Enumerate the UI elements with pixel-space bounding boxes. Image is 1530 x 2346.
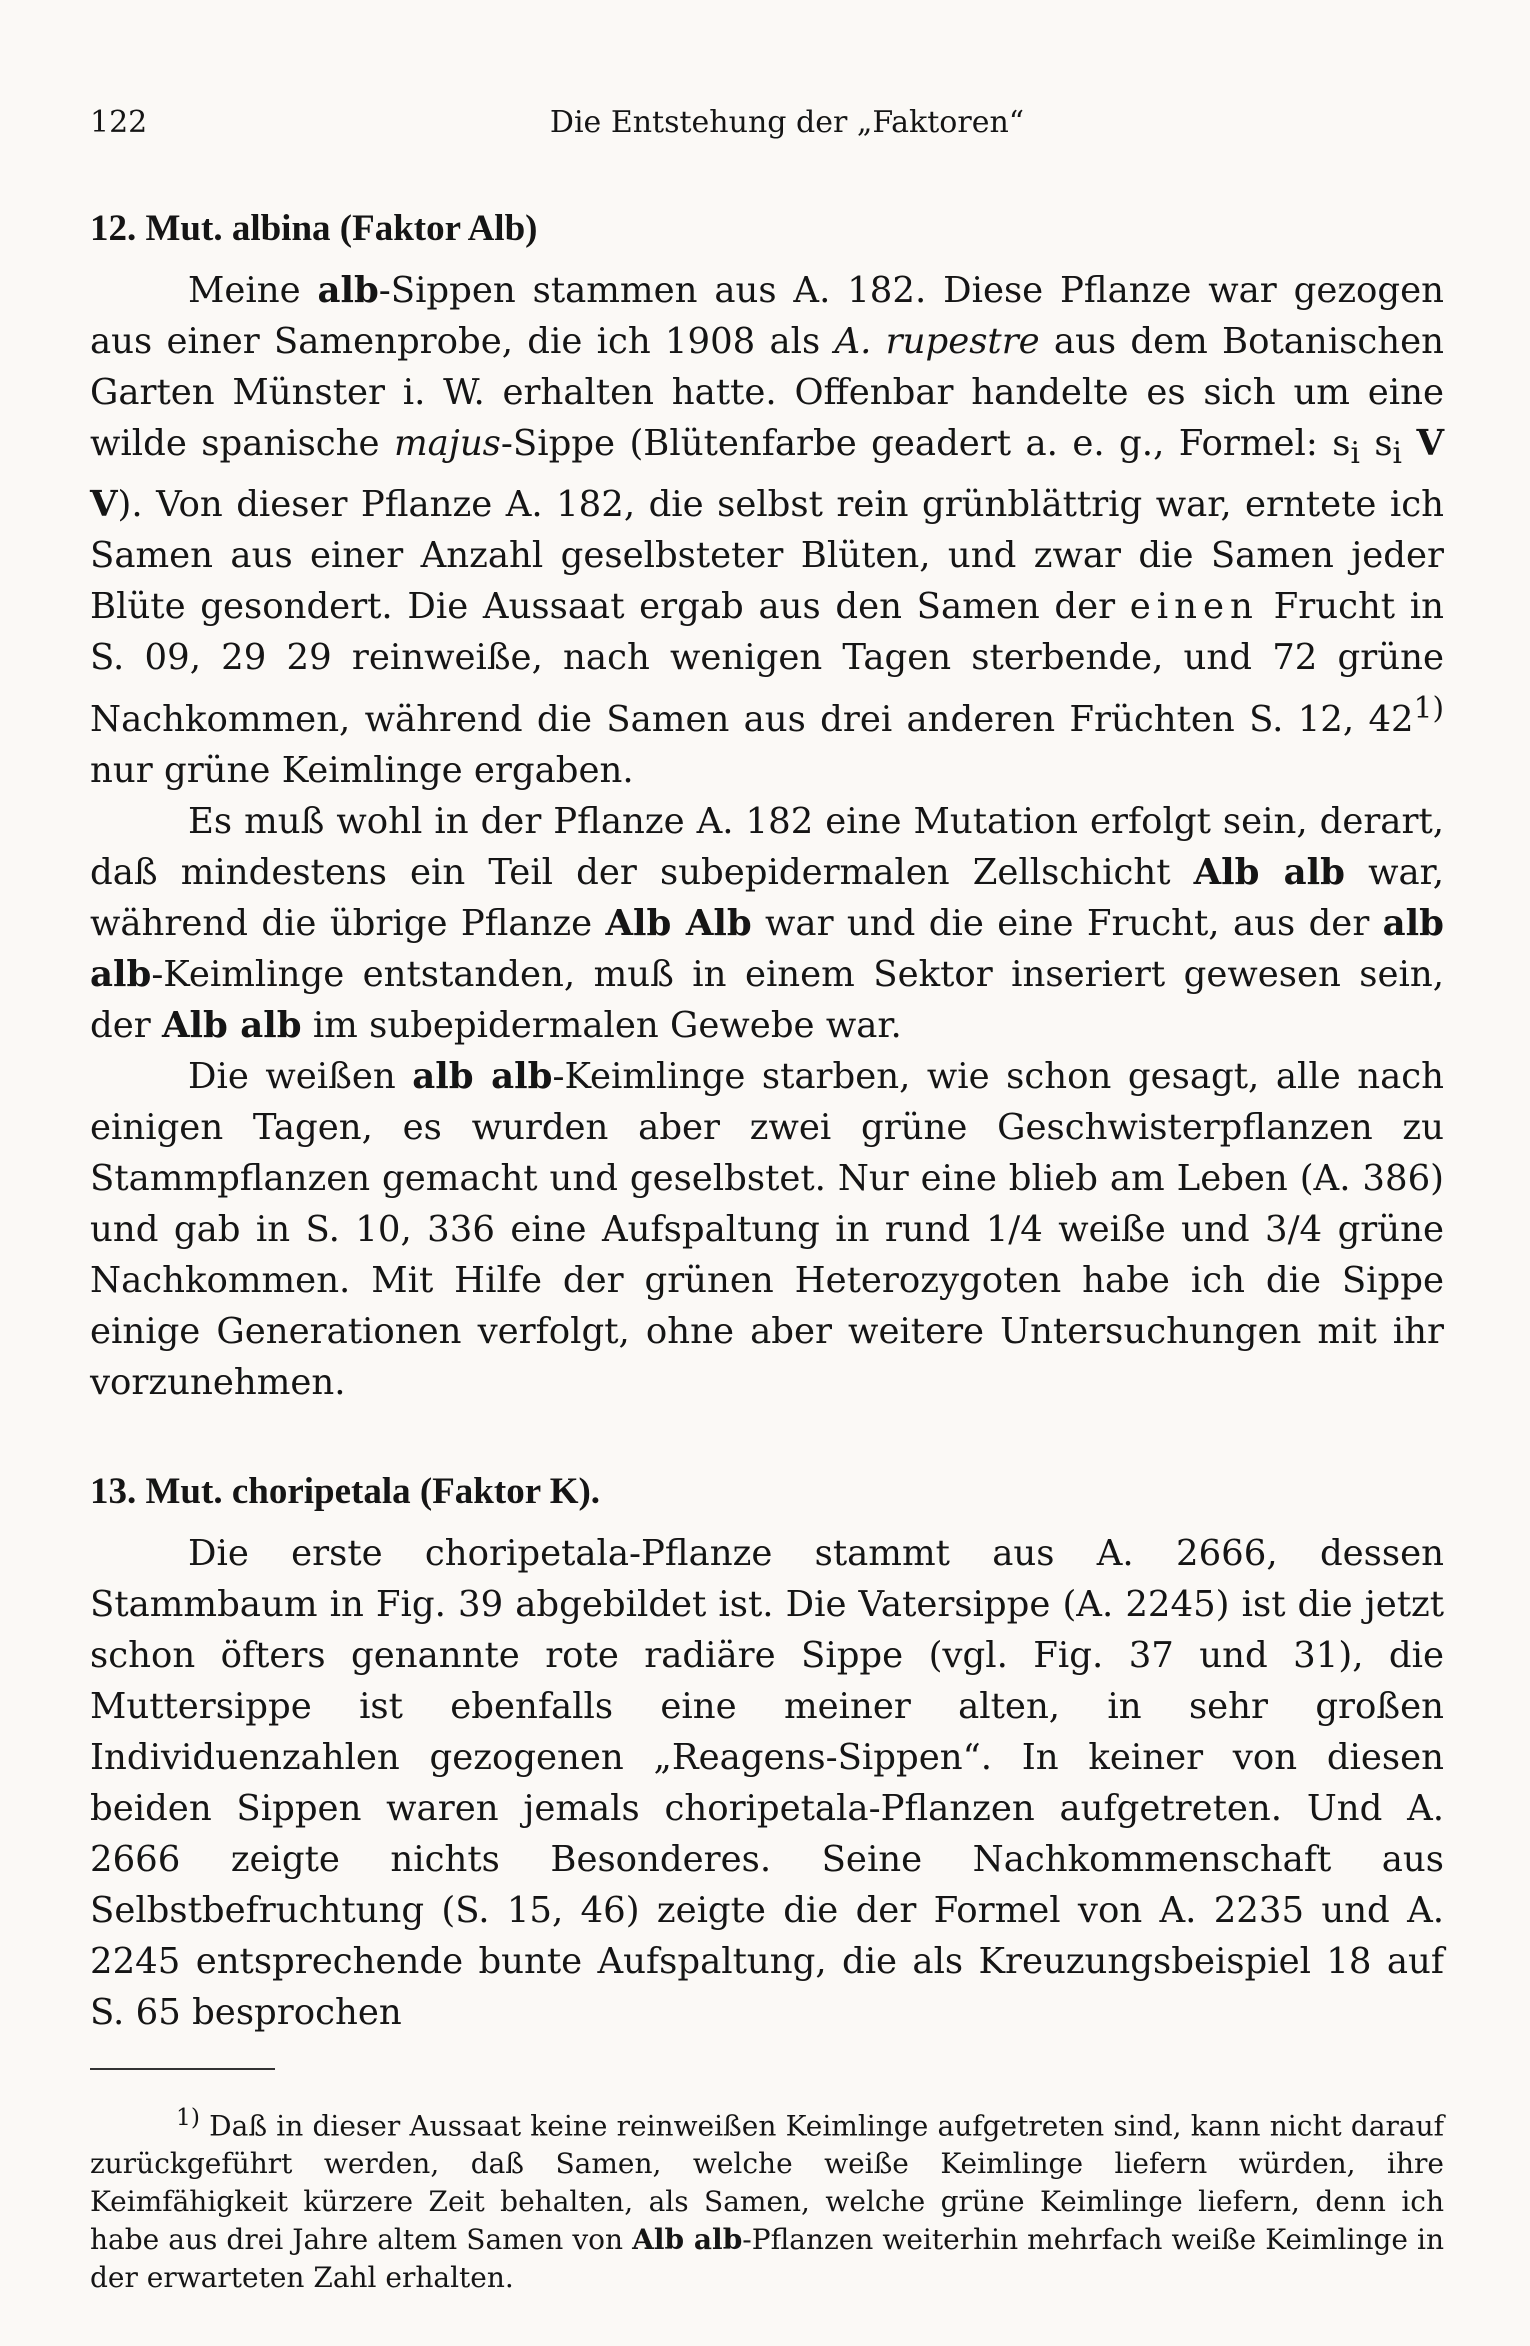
paragraph: Es muß wohl in der Pflanze A. 182 eine Mutation erfolgt sein, derart, daß mindestens ein Teil der subepidermalen Zellschicht Alb alb war, während die übrige Pflanze Alb Alb war und die eine Frucht, aus der alb alb-Keimlinge entstanden, muß in einem Sektor inseriert gewesen sein, der Alb alb im subepidermalen Gewebe war. bbox=[90, 800, 1444, 1046]
section-heading: 12. Mut. albina (Faktor Alb) bbox=[90, 208, 538, 249]
section-heading: 13. Mut. choripetala (Faktor K). bbox=[90, 1470, 601, 1512]
section-choripetala bbox=[90, 1466, 1444, 2038]
section-albina bbox=[90, 203, 1444, 1408]
footnote-divider bbox=[90, 2068, 275, 2070]
page-number: 122 bbox=[90, 105, 148, 140]
footnote: $^{1)}$ Daß in dieser Aussaat keine reinweißen Keimlinge aufgetreten sind, kann nicht darauf zurückgeführt werden, daß Samen, welche weiße Keimlinge liefern würden, ihre Keimfähigkeit kürzere Zeit behalten, als Samen, welche grüne Keimlinge liefern, denn ich habe aus drei Jahre altem Samen von Alb alb-Pflanzen weiterhin mehrfach weiße Keimlinge in der erwarteten Zahl erhalten. bbox=[90, 2102, 1444, 2295]
paragraph: Die weißen alb alb-Keimlinge starben, wie schon gesagt, alle nach einigen Tagen, es wurden aber zwei grüne Geschwisterpflanzen zu Stammpflanzen gemacht und geselbstet. Nur eine blieb am Leben (A. 386) und gab in S. 10, 336 eine Aufspaltung in rund 1/4 weiße und 3/4 grüne Nachkommen. Mit Hilfe der grünen Heterozygoten habe ich die Sippe einige Generationen verfolgt, ohne aber weitere Untersuchungen mit ihr vorzunehmen. bbox=[90, 1055, 1445, 1403]
running-head bbox=[90, 105, 1444, 153]
running-title: Die Entstehung der „Faktoren“ bbox=[549, 105, 1025, 140]
paragraph: Die erste choripetala-Pflanze stammt aus A. 2666, dessen Stammbaum in Fig. 39 abgebildet ist. Die Vatersippe (A. 2245) ist die jetzt schon öfters genannte rote radiäre Sippe (vgl. Fig. 37 und 31), die Muttersippe ist ebenfalls eine meiner alten, in sehr großen Individuenzahlen gezogenen „Reagens-Sippen“. In keiner von diesen beiden Sippen waren jemals choripetala-Pflanzen aufgetreten. Und A. 2666 zeigte nichts Besonderes. Seine Nachkommenschaft aus Selbstbefruchtung (S. 15, 46) zeigte die der Formel von A. 2235 und A. 2245 entsprechende bunte Aufspaltung, die als Kreuzungsbeispiel 18 auf S. 65 besprochen bbox=[90, 1532, 1444, 2033]
paragraph: Meine alb-Sippen stammen aus A. 182. Diese Pflanze war gezogen aus einer Samenprobe, die ich 1908 als A. rupestre aus dem Botanischen Garten Münster i. W. erhalten hatte. Offenbar handelte es sich um eine wilde spanische majus-Sippe (Blütenfarbe geadert a. e. g., Formel: $s_i$ $s_i$ V V). Von dieser Pflanze A. 182, die selbst rein grünblättrig war, erntete ich Samen aus einer Anzahl geselbsteter Blüten, und zwar die Samen jeder Blüte gesondert. Die Aussaat ergab aus den Samen der einen Frucht in S. 09, 29 29 reinweiße, nach wenigen Tagen sterbende, und 72 grüne Nachkommen, während die Samen aus drei anderen Früchten S. 12, 42$^{1)}$ nur grüne Keimlinge ergaben. bbox=[90, 270, 1444, 791]
footnote-reference[interactable]: 1) bbox=[1413, 691, 1444, 726]
